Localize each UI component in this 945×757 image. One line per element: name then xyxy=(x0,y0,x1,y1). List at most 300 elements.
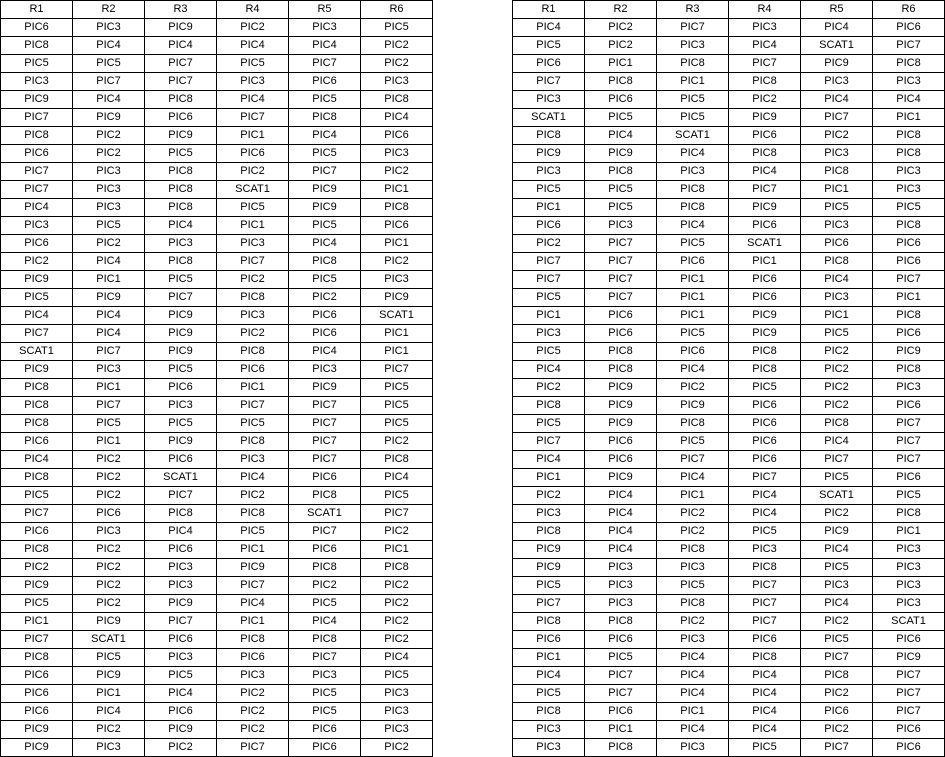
table-cell: PIC3 xyxy=(513,163,585,181)
table-cell: PIC6 xyxy=(585,703,657,721)
table-cell: PIC4 xyxy=(73,325,145,343)
column-header: R3 xyxy=(657,1,729,19)
table-cell: PIC2 xyxy=(289,577,361,595)
table-row xyxy=(513,19,945,37)
table-cell: PIC5 xyxy=(1,487,73,505)
table-cell: PIC2 xyxy=(73,451,145,469)
left-table-body xyxy=(1,19,433,757)
table-cell: PIC3 xyxy=(585,577,657,595)
table-cell: PIC8 xyxy=(657,181,729,199)
table-cell: PIC1 xyxy=(873,523,945,541)
table-row xyxy=(513,613,945,631)
table-cell: PIC8 xyxy=(729,145,801,163)
table-row xyxy=(1,523,433,541)
table-cell: PIC6 xyxy=(729,433,801,451)
table-cell: PIC4 xyxy=(289,235,361,253)
table-row xyxy=(513,649,945,667)
table-cell: PIC1 xyxy=(585,55,657,73)
table-cell: PIC6 xyxy=(1,523,73,541)
table-cell: PIC4 xyxy=(657,721,729,739)
column-header: R6 xyxy=(873,1,945,19)
table-cell: PIC1 xyxy=(657,703,729,721)
column-header: R4 xyxy=(217,1,289,19)
table-cell: PIC7 xyxy=(217,253,289,271)
table-cell: PIC5 xyxy=(145,667,217,685)
table-cell: PIC5 xyxy=(729,379,801,397)
table-cell: PIC1 xyxy=(513,469,585,487)
table-cell: PIC3 xyxy=(217,451,289,469)
table-cell: PIC8 xyxy=(513,523,585,541)
table-row xyxy=(1,307,433,325)
table-cell: PIC4 xyxy=(513,19,585,37)
table-cell: PIC6 xyxy=(145,451,217,469)
table-cell: PIC9 xyxy=(585,397,657,415)
table-cell: PIC3 xyxy=(145,559,217,577)
table-cell: PIC6 xyxy=(217,145,289,163)
table-cell: PIC9 xyxy=(1,91,73,109)
table-cell: PIC6 xyxy=(585,451,657,469)
table-cell: PIC5 xyxy=(801,631,873,649)
table-cell: PIC2 xyxy=(361,631,433,649)
table-cell: PIC2 xyxy=(585,19,657,37)
table-cell: PIC7 xyxy=(513,595,585,613)
table-cell: PIC6 xyxy=(145,703,217,721)
table-cell: PIC5 xyxy=(585,649,657,667)
table-cell: PIC4 xyxy=(657,667,729,685)
table-cell: PIC3 xyxy=(801,217,873,235)
table-cell: PIC6 xyxy=(873,739,945,757)
table-cell: PIC5 xyxy=(657,91,729,109)
table-cell: PIC1 xyxy=(361,343,433,361)
table-cell: PIC7 xyxy=(1,505,73,523)
table-cell: PIC9 xyxy=(513,145,585,163)
table-cell: PIC7 xyxy=(145,613,217,631)
table-cell: SCAT1 xyxy=(145,469,217,487)
table-row xyxy=(1,613,433,631)
table-cell: PIC4 xyxy=(657,361,729,379)
table-cell: PIC5 xyxy=(657,433,729,451)
table-cell: PIC6 xyxy=(873,469,945,487)
table-cell: PIC4 xyxy=(217,595,289,613)
table-row xyxy=(1,397,433,415)
table-row xyxy=(1,721,433,739)
table-cell: PIC5 xyxy=(873,487,945,505)
table-cell: PIC6 xyxy=(145,541,217,559)
table-cell: PIC2 xyxy=(801,505,873,523)
table-cell: PIC3 xyxy=(657,163,729,181)
table-cell: PIC8 xyxy=(289,559,361,577)
table-cell: PIC5 xyxy=(585,181,657,199)
table-cell: PIC7 xyxy=(217,109,289,127)
table-cell: PIC2 xyxy=(217,325,289,343)
table-cell: PIC1 xyxy=(73,379,145,397)
table-row xyxy=(1,199,433,217)
table-cell: PIC4 xyxy=(585,523,657,541)
table-cell: SCAT1 xyxy=(801,37,873,55)
table-cell: PIC8 xyxy=(585,343,657,361)
table-cell: PIC3 xyxy=(585,595,657,613)
table-cell: PIC3 xyxy=(801,145,873,163)
column-header: R5 xyxy=(801,1,873,19)
table-cell: PIC3 xyxy=(145,649,217,667)
table-cell: PIC2 xyxy=(73,235,145,253)
table-cell: PIC8 xyxy=(217,433,289,451)
table-row xyxy=(513,109,945,127)
table-cell: PIC1 xyxy=(361,325,433,343)
table-row xyxy=(513,451,945,469)
table-cell: PIC1 xyxy=(361,181,433,199)
table-cell: PIC6 xyxy=(361,127,433,145)
table-cell: PIC3 xyxy=(361,685,433,703)
table-cell: PIC7 xyxy=(217,739,289,757)
table-cell: PIC4 xyxy=(513,361,585,379)
table-cell: PIC8 xyxy=(289,109,361,127)
table-row xyxy=(513,271,945,289)
table-cell: SCAT1 xyxy=(217,181,289,199)
table-cell: PIC4 xyxy=(513,451,585,469)
table-cell: PIC1 xyxy=(585,721,657,739)
table-cell: PIC2 xyxy=(361,37,433,55)
table-cell: PIC6 xyxy=(585,91,657,109)
table-row xyxy=(513,433,945,451)
table-row xyxy=(1,235,433,253)
table-cell: PIC9 xyxy=(585,469,657,487)
table-cell: PIC6 xyxy=(145,631,217,649)
table-cell: PIC8 xyxy=(1,469,73,487)
table-cell: PIC8 xyxy=(657,199,729,217)
table-cell: PIC4 xyxy=(289,343,361,361)
table-cell: PIC6 xyxy=(729,217,801,235)
table-cell: PIC1 xyxy=(73,271,145,289)
table-row xyxy=(1,181,433,199)
table-cell: PIC4 xyxy=(513,667,585,685)
table-cell: PIC8 xyxy=(657,541,729,559)
table-cell: PIC2 xyxy=(657,505,729,523)
table-cell: PIC7 xyxy=(729,55,801,73)
table-cell: PIC2 xyxy=(73,487,145,505)
table-cell: PIC5 xyxy=(361,379,433,397)
table-cell: PIC6 xyxy=(729,397,801,415)
table-cell: PIC3 xyxy=(801,289,873,307)
table-cell: PIC6 xyxy=(873,721,945,739)
table-cell: PIC6 xyxy=(145,109,217,127)
table-row xyxy=(513,91,945,109)
table-cell: PIC7 xyxy=(801,109,873,127)
table-cell: PIC9 xyxy=(585,415,657,433)
table-cell: PIC4 xyxy=(657,469,729,487)
table-cell: PIC5 xyxy=(217,199,289,217)
table-cell: PIC2 xyxy=(73,127,145,145)
table-cell: SCAT1 xyxy=(801,487,873,505)
table-cell: PIC4 xyxy=(361,649,433,667)
table-cell: PIC5 xyxy=(289,595,361,613)
table-cell: PIC8 xyxy=(1,37,73,55)
table-cell: PIC6 xyxy=(585,325,657,343)
table-cell: PIC5 xyxy=(73,649,145,667)
table-cell: PIC2 xyxy=(217,487,289,505)
table-cell: PIC5 xyxy=(73,415,145,433)
table-row xyxy=(1,577,433,595)
table-cell: PIC8 xyxy=(729,73,801,91)
table-cell: PIC9 xyxy=(729,325,801,343)
table-row xyxy=(1,739,433,757)
table-cell: PIC4 xyxy=(657,145,729,163)
table-cell: PIC8 xyxy=(873,217,945,235)
table-cell: PIC4 xyxy=(729,685,801,703)
table-cell: PIC2 xyxy=(145,739,217,757)
table-cell: PIC9 xyxy=(145,307,217,325)
table-cell: PIC7 xyxy=(873,451,945,469)
table-cell: PIC7 xyxy=(729,577,801,595)
table-cell: PIC3 xyxy=(217,307,289,325)
table-row xyxy=(513,721,945,739)
table-cell: PIC6 xyxy=(873,397,945,415)
table-cell: PIC3 xyxy=(873,595,945,613)
table-cell: PIC8 xyxy=(145,199,217,217)
table-row xyxy=(1,145,433,163)
table-cell: PIC3 xyxy=(73,523,145,541)
table-cell: PIC8 xyxy=(657,595,729,613)
table-cell: PIC7 xyxy=(873,685,945,703)
table-cell: PIC4 xyxy=(361,469,433,487)
table-cell: PIC9 xyxy=(513,541,585,559)
table-cell: PIC7 xyxy=(289,415,361,433)
table-cell: PIC8 xyxy=(873,307,945,325)
table-cell: PIC8 xyxy=(801,415,873,433)
table-cell: PIC8 xyxy=(657,415,729,433)
table-row xyxy=(1,595,433,613)
table-cell: PIC8 xyxy=(729,559,801,577)
table-cell: PIC2 xyxy=(73,145,145,163)
table-cell: PIC6 xyxy=(1,19,73,37)
table-cell: PIC5 xyxy=(217,523,289,541)
table-row xyxy=(1,451,433,469)
table-cell: PIC8 xyxy=(1,649,73,667)
table-cell: PIC7 xyxy=(73,397,145,415)
table-cell: PIC5 xyxy=(513,37,585,55)
table-cell: PIC8 xyxy=(585,739,657,757)
table-cell: PIC9 xyxy=(73,667,145,685)
table-cell: PIC5 xyxy=(513,685,585,703)
table-cell: PIC3 xyxy=(873,577,945,595)
table-cell: PIC8 xyxy=(873,505,945,523)
table-cell: PIC7 xyxy=(145,289,217,307)
table-cell: PIC7 xyxy=(145,55,217,73)
table-cell: PIC1 xyxy=(217,127,289,145)
table-cell: PIC8 xyxy=(1,379,73,397)
table-cell: PIC9 xyxy=(729,199,801,217)
table-cell: PIC7 xyxy=(585,685,657,703)
table-row xyxy=(1,703,433,721)
right-table xyxy=(512,0,945,757)
table-cell: PIC9 xyxy=(657,397,729,415)
table-cell: PIC8 xyxy=(145,181,217,199)
table-cell: PIC6 xyxy=(873,253,945,271)
table-cell: PIC2 xyxy=(801,685,873,703)
table-cell: PIC4 xyxy=(729,487,801,505)
table-cell: PIC7 xyxy=(1,109,73,127)
table-cell: SCAT1 xyxy=(1,343,73,361)
table-row xyxy=(513,181,945,199)
table-cell: PIC3 xyxy=(145,235,217,253)
table-cell: PIC8 xyxy=(729,361,801,379)
table-cell: PIC7 xyxy=(657,451,729,469)
table-cell: PIC1 xyxy=(873,289,945,307)
table-cell: SCAT1 xyxy=(873,613,945,631)
table-cell: PIC9 xyxy=(145,325,217,343)
table-cell: PIC5 xyxy=(513,181,585,199)
table-cell: PIC3 xyxy=(801,73,873,91)
table-cell: PIC5 xyxy=(729,523,801,541)
table-cell: PIC6 xyxy=(217,649,289,667)
table-cell: PIC5 xyxy=(361,415,433,433)
table-row xyxy=(1,469,433,487)
table-cell: PIC4 xyxy=(1,199,73,217)
table-cell: PIC1 xyxy=(513,307,585,325)
table-cell: PIC9 xyxy=(361,289,433,307)
table-cell: PIC3 xyxy=(873,73,945,91)
table-row xyxy=(513,577,945,595)
table-row xyxy=(513,739,945,757)
table-row xyxy=(513,253,945,271)
table-cell: PIC9 xyxy=(729,307,801,325)
table-cell: PIC1 xyxy=(657,73,729,91)
table-cell: PIC7 xyxy=(217,577,289,595)
table-cell: PIC8 xyxy=(145,163,217,181)
table-cell: PIC9 xyxy=(801,55,873,73)
table-cell: PIC7 xyxy=(873,703,945,721)
table-cell: PIC3 xyxy=(361,703,433,721)
table-cell: PIC2 xyxy=(217,685,289,703)
table-cell: PIC6 xyxy=(289,469,361,487)
table-cell: PIC2 xyxy=(217,271,289,289)
table-cell: PIC7 xyxy=(145,487,217,505)
table-cell: PIC3 xyxy=(361,271,433,289)
table-cell: PIC8 xyxy=(513,127,585,145)
table-cell: PIC9 xyxy=(145,595,217,613)
table-row xyxy=(1,325,433,343)
table-cell: PIC3 xyxy=(513,739,585,757)
table-cell: PIC1 xyxy=(73,685,145,703)
table-cell: PIC7 xyxy=(1,631,73,649)
table-cell: PIC1 xyxy=(217,613,289,631)
table-cell: PIC9 xyxy=(801,523,873,541)
table-cell: PIC7 xyxy=(513,271,585,289)
table-row xyxy=(1,379,433,397)
table-cell: PIC5 xyxy=(513,415,585,433)
table-cell: PIC6 xyxy=(729,271,801,289)
table-row xyxy=(1,559,433,577)
table-cell: PIC7 xyxy=(873,667,945,685)
table-cell: PIC3 xyxy=(73,199,145,217)
table-cell: PIC3 xyxy=(729,541,801,559)
table-cell: PIC1 xyxy=(513,649,585,667)
table-cell: PIC9 xyxy=(729,109,801,127)
column-header: R1 xyxy=(1,1,73,19)
table-cell: PIC1 xyxy=(217,541,289,559)
table-cell: PIC3 xyxy=(873,541,945,559)
table-cell: PIC7 xyxy=(585,235,657,253)
table-cell: PIC6 xyxy=(1,667,73,685)
table-cell: PIC5 xyxy=(73,217,145,235)
table-cell: PIC8 xyxy=(585,73,657,91)
table-cell: PIC2 xyxy=(73,559,145,577)
table-cell: PIC3 xyxy=(145,397,217,415)
table-cell: PIC3 xyxy=(145,577,217,595)
table-cell: PIC1 xyxy=(801,181,873,199)
table-row xyxy=(1,667,433,685)
table-cell: PIC2 xyxy=(361,433,433,451)
table-cell: PIC6 xyxy=(73,505,145,523)
table-cell: PIC9 xyxy=(73,109,145,127)
table-cell: PIC6 xyxy=(657,343,729,361)
table-cell: PIC5 xyxy=(361,667,433,685)
table-cell: PIC5 xyxy=(145,415,217,433)
left-table-wrap xyxy=(0,0,433,757)
table-cell: PIC4 xyxy=(801,19,873,37)
table-cell: PIC3 xyxy=(73,361,145,379)
table-cell: PIC3 xyxy=(873,559,945,577)
table-cell: PIC5 xyxy=(361,397,433,415)
table-cell: PIC8 xyxy=(217,631,289,649)
table-cell: PIC7 xyxy=(73,343,145,361)
column-header: R2 xyxy=(585,1,657,19)
table-cell: PIC3 xyxy=(1,217,73,235)
table-cell: PIC3 xyxy=(289,361,361,379)
table-cell: PIC7 xyxy=(1,181,73,199)
table-cell: PIC3 xyxy=(361,721,433,739)
table-cell: PIC6 xyxy=(513,217,585,235)
table-cell: PIC8 xyxy=(873,127,945,145)
table-cell: PIC5 xyxy=(289,703,361,721)
table-cell: PIC2 xyxy=(361,613,433,631)
table-cell: PIC5 xyxy=(289,145,361,163)
table-cell: PIC6 xyxy=(873,631,945,649)
table-cell: PIC9 xyxy=(1,739,73,757)
table-cell: PIC8 xyxy=(361,559,433,577)
table-cell: PIC4 xyxy=(657,217,729,235)
table-row xyxy=(513,127,945,145)
table-cell: SCAT1 xyxy=(289,505,361,523)
table-cell: PIC5 xyxy=(585,199,657,217)
right-table-body xyxy=(513,19,945,757)
table-cell: PIC2 xyxy=(73,595,145,613)
table-row xyxy=(513,73,945,91)
table-cell: PIC2 xyxy=(217,703,289,721)
table-cell: PIC6 xyxy=(1,235,73,253)
table-cell: PIC7 xyxy=(729,181,801,199)
table-row xyxy=(513,163,945,181)
table-row xyxy=(513,289,945,307)
table-cell: PIC9 xyxy=(289,379,361,397)
table-cell: PIC2 xyxy=(801,127,873,145)
table-row xyxy=(1,487,433,505)
table-row xyxy=(513,379,945,397)
table-cell: PIC2 xyxy=(801,361,873,379)
table-cell: PIC5 xyxy=(513,289,585,307)
table-row xyxy=(1,361,433,379)
table-cell: PIC7 xyxy=(729,595,801,613)
table-cell: PIC8 xyxy=(289,631,361,649)
table-cell: PIC4 xyxy=(73,703,145,721)
table-cell: PIC3 xyxy=(73,739,145,757)
table-cell: PIC7 xyxy=(729,469,801,487)
table-cell: PIC4 xyxy=(145,685,217,703)
table-cell: PIC2 xyxy=(657,613,729,631)
table-cell: PIC3 xyxy=(873,163,945,181)
table-cell: PIC4 xyxy=(217,37,289,55)
table-cell: PIC7 xyxy=(73,73,145,91)
